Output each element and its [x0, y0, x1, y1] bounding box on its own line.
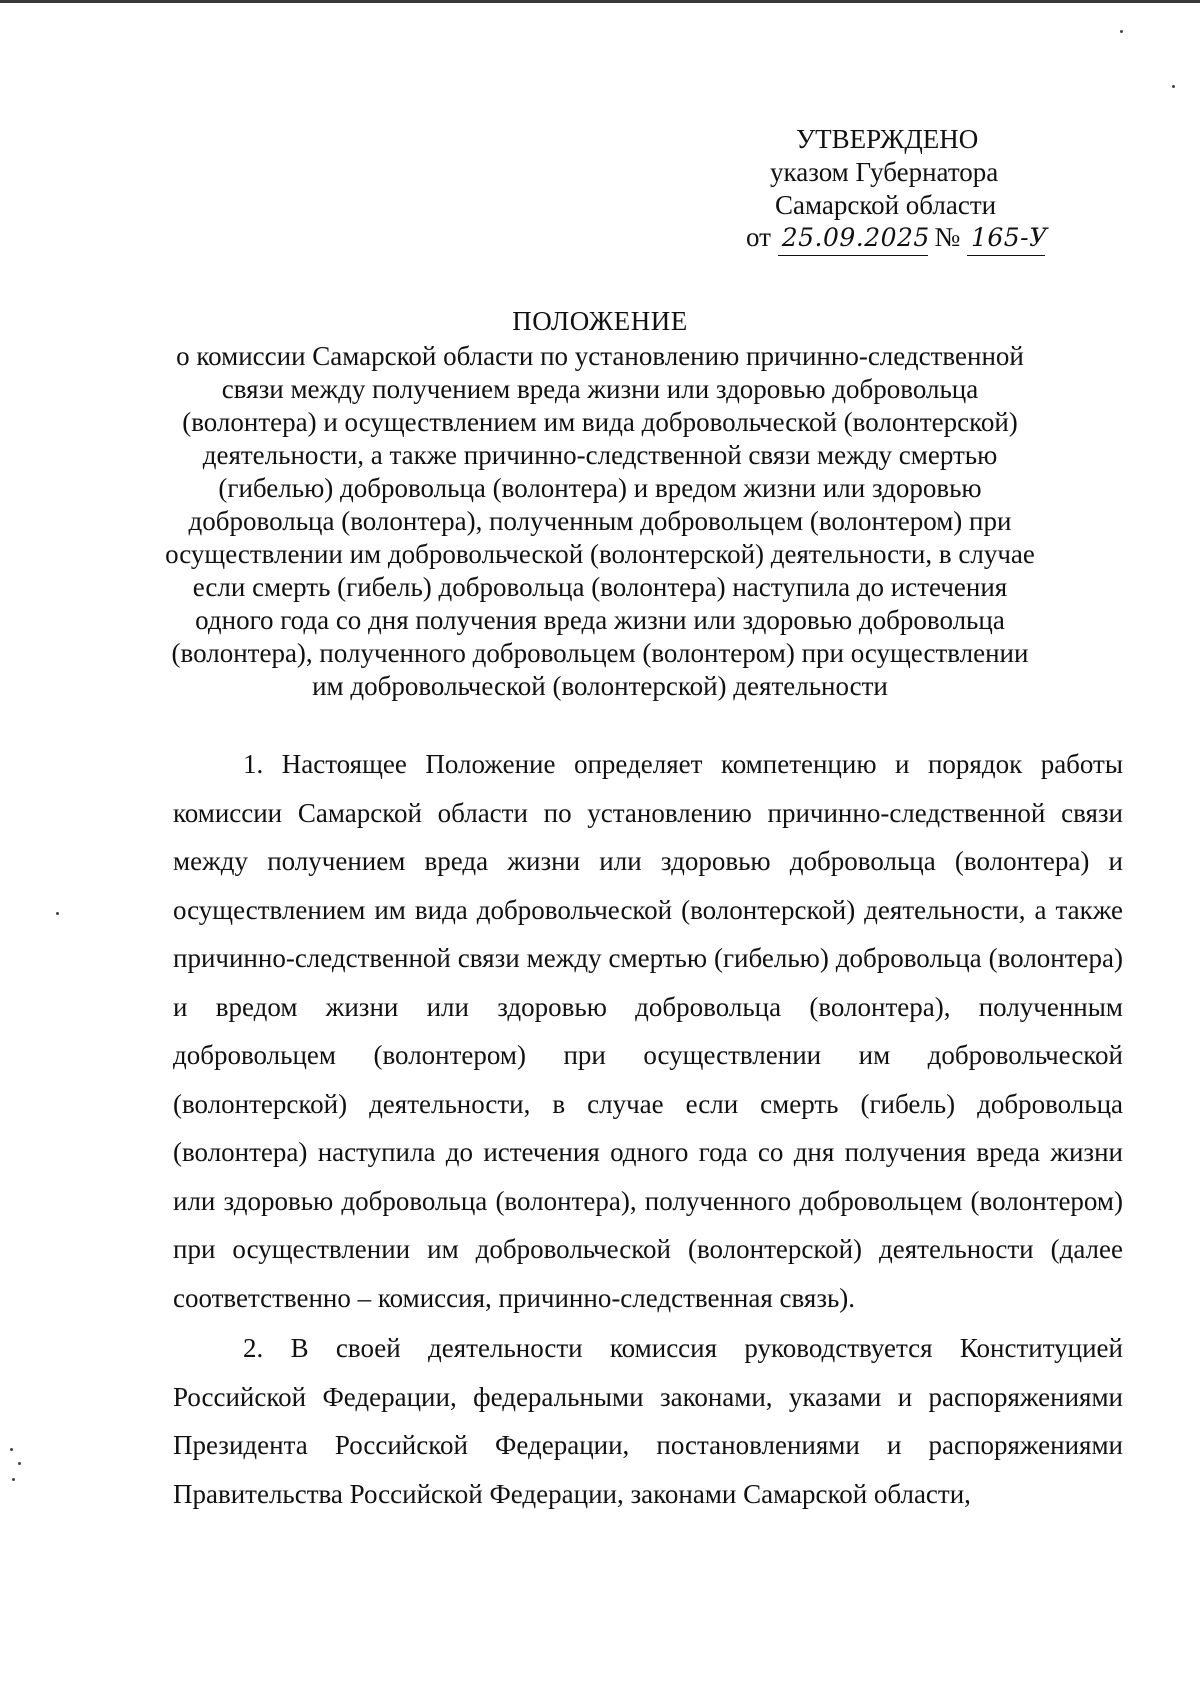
document-title: ПОЛОЖЕНИЕ	[512, 306, 688, 336]
approval-region: Самарской области	[775, 190, 997, 220]
approval-number-handwritten: 165-У	[967, 221, 1045, 256]
paragraph-1: 1. Настоящее Положение определяет компетенцию и порядок работы комиссии Самарской области по установлению причинно-следственной связи между получением вреда жизни или здоровью добровольца (волонтера) и осуществлением им вида добровольческой (волонтерской) деятельности, а также причинно-следственной связи между смертью (гибелью) добровольца (волонтера) и вредом жизни или здоровью добровольца (волонтера), полученным добровольцем (волонтером) при осуществлении им добровольческой (волонтерской) деятельности, в случае если смерть (гибель) добровольца (волонтера) наступила до истечения одного года со дня получения вреда жизни или здоровью добровольца (волонтера), полученного добровольцем (волонтером) при осуществлении им добровольческой (волонтерской) деятельности (далее соответственно – комиссия, причинно-следственная связь).	[173, 749, 1123, 1313]
page-top-border	[0, 0, 1200, 3]
document-body	[173, 740, 1123, 1520]
approval-issuer: указом Губернатора	[770, 157, 999, 187]
paragraph-2: 2. В своей деятельности комиссия руководствуется Конституцией Российской Федерации, федеральными законами, указами и распоряжениями Президента Российской Федерации, постановлениями и распоряжениями Правительства Российской Федерации, законами Самарской области,	[173, 1333, 1123, 1509]
scan-speck	[12, 1478, 15, 1481]
document-heading	[150, 304, 1050, 703]
approval-title: УТВЕРЖДЕНО	[796, 124, 979, 154]
document-subtitle: о комиссии Самарской области по установлению причинно-следственной связи между получением вреда жизни или здоровью добровольца (волонтера) и осуществлением им вида добровольческой (волонтерской) деятельности, а также причинно-следственной связи между смертью (гибелью) добровольца (волонтера) и вредом жизни или здоровью добровольца (волонтера), полученным добровольцем (волонтером) при осуществлении им добровольческой (волонтерской) деятельности, в случае если смерть (гибель) добровольца (волонтера) наступила до истечения одного года со дня получения вреда жизни или здоровью добровольца (волонтера), полученного добровольцем (волонтером) при осуществлении им добровольческой (волонтерской) деятельности	[165, 341, 1035, 701]
approval-date-handwritten: 25.09.2025	[778, 221, 928, 256]
approval-number-sign: №	[934, 222, 961, 252]
scan-speck	[1120, 30, 1123, 33]
scan-speck	[10, 1448, 13, 1451]
scan-speck	[56, 912, 59, 915]
approval-stamp	[600, 122, 1200, 272]
approval-date-prefix: от	[746, 222, 771, 252]
scan-speck	[1172, 85, 1175, 88]
approval-date-row	[746, 220, 1048, 256]
scan-speck	[18, 1462, 21, 1465]
